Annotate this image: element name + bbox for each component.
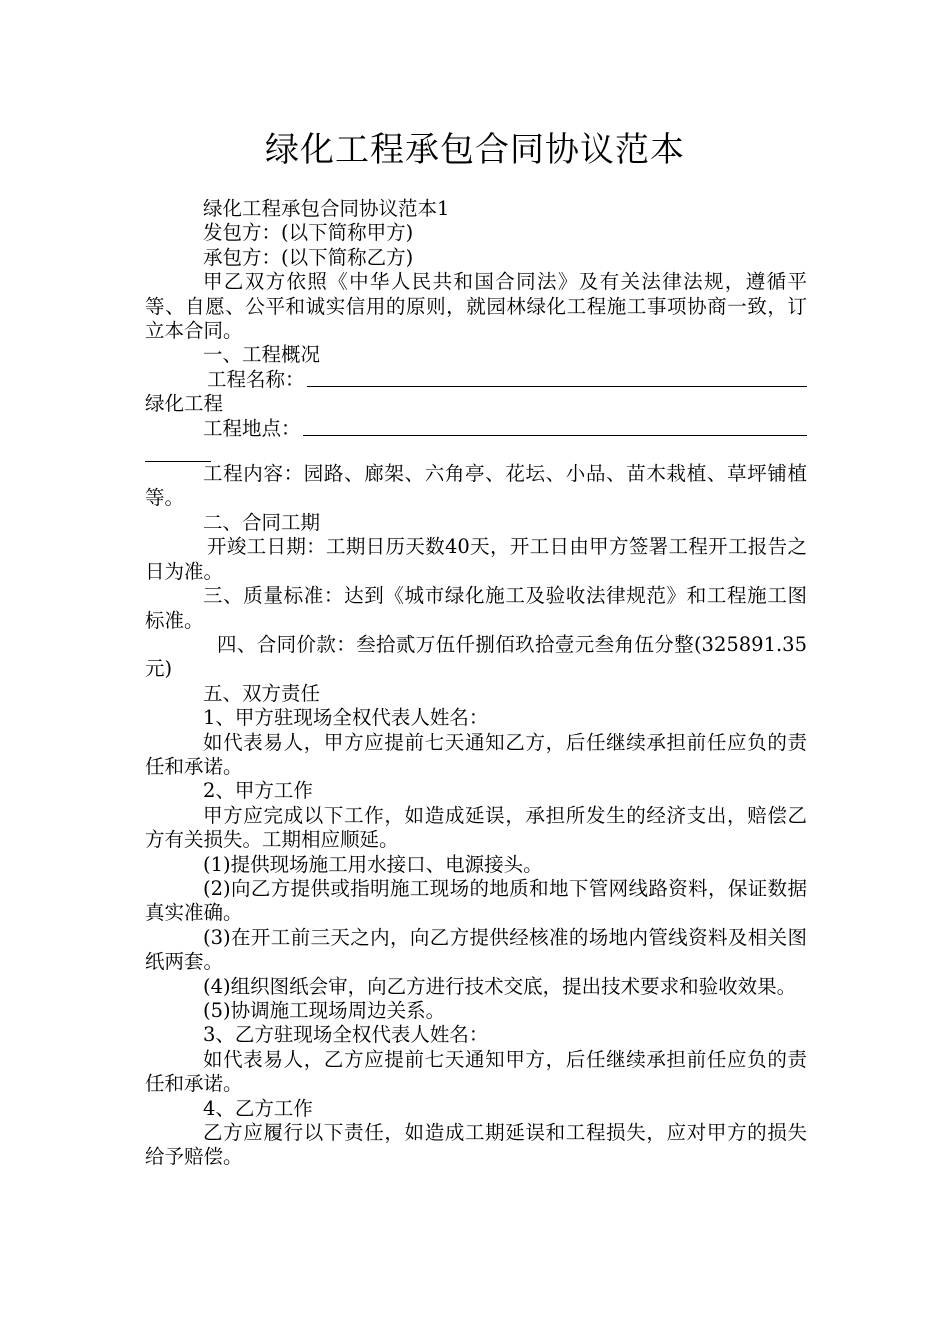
contract-subtitle: 绿化工程承包合同协议范本1: [203, 197, 450, 220]
project-site-label: 工程地点：: [203, 416, 301, 440]
section-heading-quality: 三、质量标准：达到《城市绿化施工及验收法律规范》和工程施工图标准。: [145, 584, 807, 632]
project-site-row: [145, 417, 807, 441]
section-heading-schedule: 二、合同工期: [203, 510, 321, 534]
item-2-subitem-1: (1)提供现场施工用水接口、电源接头。: [203, 852, 543, 876]
document-title: 绿化工程承包合同协议范本: [265, 130, 685, 170]
schedule-paragraph: 开竣工日期：工期日历天数40天，开工日由甲方签署工程开工报告之日为准。: [145, 535, 807, 583]
project-site-blank-line: [303, 435, 807, 436]
project-name-row: [145, 368, 807, 392]
item-3-paragraph: 如代表易人，乙方应提前七天通知甲方，后任继续承担前任应负的责任和承诺。: [145, 1047, 807, 1096]
item-4-heading: 4、乙方工作: [203, 1096, 313, 1120]
project-content-paragraph: 工程内容：园路、廊架、六角亭、花坛、小品、苗木栽植、草坪铺植等。: [145, 462, 807, 510]
section-heading-price: 四、合同价款：叁拾贰万伍仟捌佰玖拾壹元叁角伍分整(325891.35元): [145, 632, 807, 681]
item-2-paragraph: 甲方应完成以下工作，如造成延误，承担所发生的经济支出，赔偿乙方有关损失。工期相应顺延。: [145, 803, 807, 852]
party-b-line: 承包方：(以下简称乙方): [203, 245, 414, 269]
item-2-subitem-5: (5)协调施工现场周边关系。: [203, 999, 446, 1022]
section-heading-responsibilities: 五、双方责任: [203, 681, 321, 705]
item-2-heading: 2、甲方工作: [203, 779, 313, 803]
party-a-line: 发包方：(以下简称甲方): [203, 221, 414, 245]
item-1-heading: 1、甲方驻现场全权代表人姓名：: [203, 706, 489, 730]
preamble-paragraph: 甲乙双方依照《中华人民共和国合同法》及有关法律法规，遵循平等、自愿、公平和诚实信用的原则，就园林绿化工程施工事项协商一致，订立本合同。: [145, 270, 807, 343]
item-1-paragraph: 如代表易人，甲方应提前七天通知乙方，后任继续承担前任应负的责任和承诺。: [145, 730, 807, 778]
item-4-paragraph: 乙方应履行以下责任，如造成工期延误和工程损失，应对甲方的损失给予赔偿。: [145, 1121, 807, 1169]
document-body: [145, 197, 807, 1170]
item-2-subitem-3: (3)在开工前三天之内，向乙方提供经核准的场地内管线资料及相关图纸两套。: [145, 925, 807, 974]
section-heading-overview: 一、工程概况: [203, 343, 321, 367]
project-name-value: 绿化工程: [145, 392, 224, 416]
item-3-heading: 3、乙方驻现场全权代表人姓名：: [203, 1023, 489, 1047]
project-name-label: 工程名称：: [207, 367, 305, 391]
item-2-subitem-4: (4)组织图纸会审，向乙方进行技术交底，提出技术要求和验收效果。: [203, 974, 797, 998]
project-site-blank-line-continued: [145, 441, 211, 462]
project-name-blank-line: [307, 386, 807, 387]
item-2-subitem-2: (2)向乙方提供或指明施工现场的地质和地下管网线路资料，保证数据真实准确。: [145, 876, 807, 925]
